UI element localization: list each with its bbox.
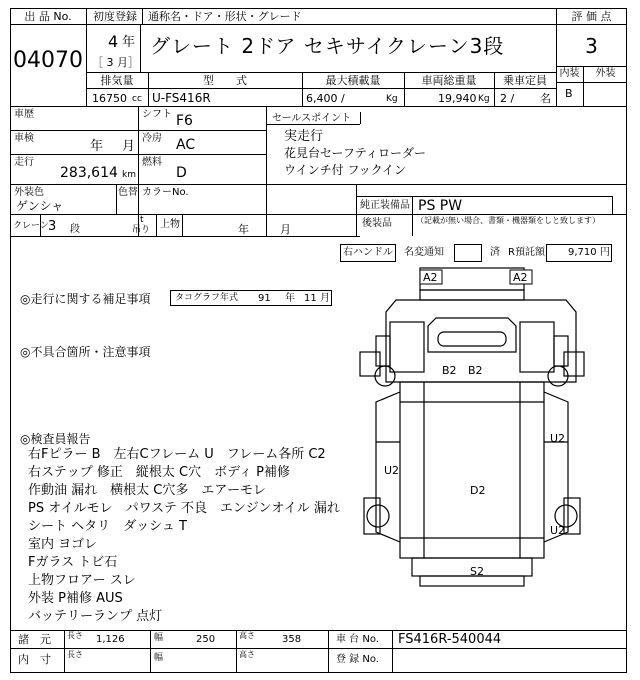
divider (266, 124, 360, 125)
color-no-sub: カラーNo. (142, 187, 189, 198)
diagram-label-s2: S2 (470, 565, 484, 578)
mileage-value: 283,614 (60, 165, 118, 181)
aftermarket-note: （記載が無い場合、書類・機器類をしと致します） (416, 216, 600, 225)
report-line: 上物フロアー スレ (28, 573, 136, 588)
inner-label: 内 寸 (18, 653, 51, 666)
lot-label: 出 品 No. (24, 10, 72, 23)
divider (10, 630, 627, 631)
crane-label: クレーン (13, 221, 49, 231)
divider (156, 214, 157, 236)
diagram-label-u2-left: U2 (384, 464, 400, 477)
crane-unit: 段 (70, 224, 80, 235)
lot-number: 04070 (13, 48, 83, 73)
tax-kanji: 済 (490, 247, 500, 258)
divider (556, 82, 627, 83)
chassis-value: FS416R-540044 (398, 632, 502, 647)
divider (356, 184, 357, 236)
divider (236, 630, 237, 673)
shift-label: シフト (142, 109, 172, 120)
report-line: 作動油 漏れ 横根太 C穴多 エアーモレ (28, 483, 266, 498)
report-line: PS オイルモレ パワステ 不良 エンジンオイル 漏れ (28, 501, 340, 516)
report-line: シート ヘタリ ダッシュ T (28, 519, 187, 534)
inner-length-label: 長さ (67, 650, 83, 659)
divider (10, 154, 266, 155)
height-label: 高さ (239, 631, 255, 640)
diagram-label-b2-right: B2 (468, 364, 483, 377)
divider (138, 106, 139, 236)
tacho-month: 11 (304, 293, 317, 304)
report-line: 右Fピラー B 左右Cフレーム U フレーム各所 C2 (28, 447, 326, 462)
diagram-label-b2-left: B2 (442, 364, 457, 377)
report-line: Fガラス トビ石 (28, 555, 118, 570)
divider (612, 196, 613, 214)
history-label: 車歴 (14, 109, 34, 120)
interior-value: B (565, 87, 573, 100)
first-reg-year: 4 (108, 32, 119, 51)
lift-unit: 吊り (132, 225, 151, 235)
divider (556, 8, 557, 106)
divider (412, 196, 413, 236)
divider (86, 8, 87, 106)
inspection-year: 年 (90, 139, 104, 154)
grade-label: 評 価 点 (571, 10, 612, 23)
divider (360, 112, 361, 124)
genuine-value: PS PW (418, 198, 463, 214)
aftermarket-label: 後装品 (362, 218, 392, 229)
dims-label: 諸 元 (18, 633, 51, 646)
ac-value: AC (176, 137, 196, 153)
reg-label: 登 録 No. (336, 654, 379, 665)
max-load-value: 6,400 / (306, 92, 345, 105)
divider (556, 66, 627, 67)
sales-point-line: 実走行 (284, 129, 324, 144)
width-label: 幅 (154, 633, 164, 643)
divider (10, 106, 627, 107)
displacement-value: 16750 (92, 92, 127, 105)
inspector-label: ◎検査員報告 (20, 432, 91, 446)
tacho-month-unit: 月 (320, 293, 330, 304)
diagram-label-u2-bottom-right: U2 (550, 524, 566, 537)
inner-width-label: 幅 (154, 653, 164, 663)
defects-label: ◎不具合箇所・注意事項 (20, 345, 151, 359)
interior-label: 内装 (559, 68, 580, 79)
tacho-year-unit: 年 (285, 293, 295, 304)
report-line: 外装 P補修 AUS (28, 591, 123, 606)
first-reg-label: 初度登録 (93, 10, 137, 23)
first-reg-month: ［ 3 月］ (92, 56, 139, 69)
divider (86, 72, 556, 73)
type-value: U-FS416R (152, 91, 211, 105)
divider (140, 24, 141, 72)
length-value: 1,126 (96, 634, 125, 645)
divider (64, 630, 65, 673)
truck-diagram (340, 262, 622, 630)
divider (10, 184, 627, 185)
divider (392, 630, 393, 673)
fuel-value: D (176, 165, 187, 181)
exterior-label: 外装 (595, 68, 616, 79)
crane-value: 3 (48, 219, 57, 234)
capacity-value: 2 / (500, 92, 515, 105)
displacement-unit: cc (132, 94, 142, 104)
shift-value: F6 (176, 113, 193, 129)
gross-weight-unit: Kg (478, 94, 490, 104)
length-label: 長さ (67, 631, 83, 640)
model-name: グレート 2ドア セキサイクレーン3段 (150, 34, 505, 58)
report-line: バッテリーランプ 点灯 (28, 609, 163, 624)
inspection-month: 月 (122, 139, 136, 154)
gross-weight-value: 19,940 (438, 92, 477, 105)
divider (10, 24, 86, 25)
max-load-unit: Kg (386, 94, 398, 104)
divider (356, 196, 612, 197)
sales-point-line: 花見台セーフティローダー (284, 146, 426, 160)
fuel-label: 燃料 (142, 157, 162, 168)
width-value: 250 (196, 634, 216, 645)
tacho-year: 91 (258, 293, 271, 304)
color-no-label: 色替 (118, 187, 138, 198)
divider (86, 88, 556, 89)
divider (10, 236, 360, 237)
running-notes-label: ◎走行に関する補足事項 (20, 292, 151, 306)
name-change-label: 名変通知 (404, 247, 444, 258)
report-line: 室内 ヨゴレ (28, 537, 98, 552)
mileage-label: 走行 (14, 157, 34, 168)
divider (142, 8, 143, 24)
divider (150, 630, 151, 673)
tacho-label: タコグラフ年式 (175, 293, 239, 303)
sales-point-line: ウインチ付 フックイン (284, 163, 407, 177)
type-label: 型 式 (203, 74, 247, 87)
recycle-unit: 円 (600, 247, 610, 258)
capacity-label: 乗車定員 (503, 74, 547, 87)
rhd-label: 右ハンドル (343, 247, 393, 258)
diagram-label-d2: D2 (470, 484, 486, 497)
recycle-value: 9,710 (568, 247, 597, 258)
ac-label: 冷房 (142, 133, 162, 144)
name-change-box (454, 244, 482, 262)
model-label: 通称名・ドア・形状・グレード (148, 10, 302, 23)
upper-label: 上物 (160, 219, 180, 230)
displacement-label: 排気量 (100, 74, 134, 87)
genuine-label: 純正装備品 (360, 200, 410, 211)
grade-value: 3 (585, 34, 598, 58)
height-value: 358 (282, 634, 302, 645)
inspection-label: 車検 (14, 133, 34, 144)
lift-unit-top: t (140, 215, 144, 225)
divider (10, 130, 266, 131)
recycle-label: R預託額 (508, 247, 545, 258)
gross-weight-label: 車両総重量 (421, 74, 477, 87)
divider (556, 24, 627, 25)
max-load-label: 最大積載量 (325, 74, 381, 87)
divider (182, 214, 183, 236)
mileage-unit: km (122, 170, 136, 180)
report-line: 右ステップ 修正 縦根太 C穴 ボディ P補修 (28, 465, 291, 480)
diagram-label-a2-left: A2 (423, 271, 438, 284)
exterior-color-value: ゲンシャ (16, 199, 64, 213)
upper-month: 月 (280, 223, 291, 236)
exterior-color-label: 外装色 (14, 187, 44, 198)
sales-points-label: セールスポイント (272, 113, 352, 124)
upper-year: 年 (238, 223, 249, 236)
divider (86, 24, 556, 25)
divider (116, 184, 117, 214)
divider (10, 648, 627, 649)
divider (10, 214, 627, 215)
inner-height-label: 高さ (239, 650, 255, 659)
chassis-label: 車 台 No. (336, 634, 379, 645)
diagram-label-a2-right: A2 (513, 271, 528, 284)
capacity-unit: 名 (540, 92, 551, 105)
year-unit: 年 (122, 35, 136, 50)
diagram-label-u2-right: U2 (550, 432, 566, 445)
divider (328, 630, 329, 673)
